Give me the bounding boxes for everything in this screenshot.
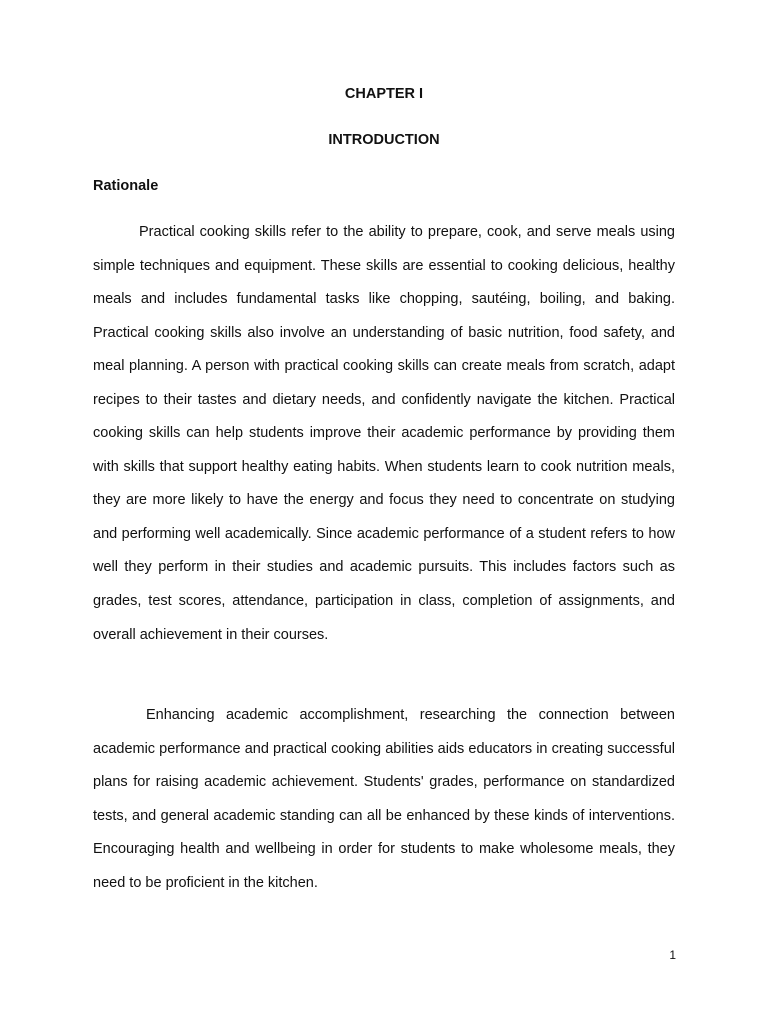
body-paragraph: Enhancing academic accomplishment, researching the connection between academic performance and practical cooking abilities aids educators in creating successful plans for raising academic achievement. Students' grades, performance on standardized tests, and general academic standing can all be enhanced by these kinds of interventions. Encouraging health and wellbeing in order for students to make wholesome meals, they need to be proficient in the kitchen. [93, 707, 675, 891]
chapter-title: INTRODUCTION [328, 132, 440, 148]
chapter-label: CHAPTER I [344, 86, 424, 102]
page-number: 1 [669, 948, 676, 962]
section-heading: Rationale [93, 178, 159, 194]
body-paragraph: Practical cooking skills refer to the ability to prepare, cook, and serve meals using simple techniques and equipment. These skills are essential to cooking delicious, healthy meals and includes fundamental tasks like chopping, sautéing, boiling, and baking. Practical cooking skills also involve an understanding of basic nutrition, food safety, and meal planning. A person with practical cooking skills can create meals from scratch, adapt recipes to their tastes and dietary needs, and confidently navigate the kitchen. Practical cooking skills can help students improve their academic performance by providing them with skills that support healthy eating habits. When students learn to cook nutrition meals, they are more likely to have the energy and focus they need to concentrate on studying and performing well academically. Since academic performance of a student refers to how well they perform in their studies and academic pursuits. This includes factors such as grades, test scores, attendance, participation in class, completion of assignments, and overall achievement in their courses. [93, 224, 675, 643]
